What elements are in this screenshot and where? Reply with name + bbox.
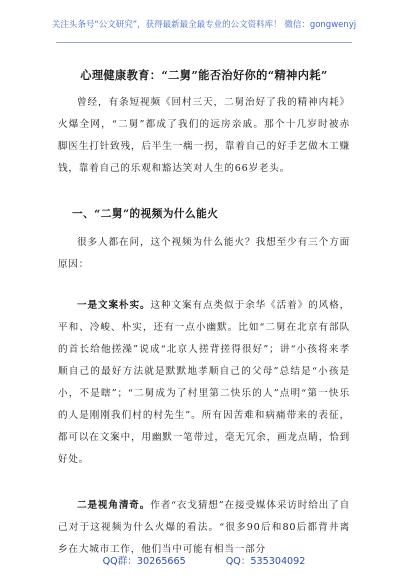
point-2-paragraph — [58, 495, 350, 561]
header-note: 关注头条号“公文研究”，获得最新最全最专业的公文资料库！ 微信：gongwenyj — [51, 20, 357, 30]
point-1-lead: 一是文案朴实。 — [77, 300, 151, 311]
reasons-intro-paragraph: 很多人都在问，这个视频为什么能火？我想至少有三个方面原因： — [58, 237, 350, 270]
footer-qq-number: QQ：535304092 — [225, 556, 306, 567]
header-divider — [56, 42, 352, 43]
section-heading: 一、“二舅”的视频为什么能火 — [72, 208, 219, 220]
document-title: 心理健康教育：“二舅”能否治好你的“精神内耗” — [80, 68, 328, 82]
point-1-text: 这种文案有点类似于余华《活着》的风格，平和、冷峻、朴实，还有一点小幽默。比如“二舅在北京有部队的首长给他搓澡”说成“北京人搓背搓得很好”；讲“小孩将来孝顺自己的最好方法就是默默地孝顺自己的父母”总结是“小孩是小，不是瞎”；“二舅成为了村里第二快乐的人”点明“第一快乐的人是刚刚我们村的村先生”。所有因苦难和病痛带来的表征，都可以在文案中，用幽默一笔带过，毫无冗余，画龙点睛，恰到好处。 — [58, 300, 350, 465]
footer — [0, 553, 408, 567]
footer-qq-group: QQ群：30265665 — [102, 556, 186, 567]
point-1-paragraph — [58, 295, 350, 471]
point-2-text: 作者“衣戈猜想”在接受媒体采访时给出了自己对于这视频为什么火爆的看法。“很多90后和80后都背井离乡在大城市工作，他们当中可能有相当一部分 — [58, 500, 350, 555]
point-2-lead: 二是视角清奇。 — [77, 500, 151, 511]
intro-paragraph: 曾经，有条短视频《回村三天，二舅治好了我的精神内耗》火爆全网，“二舅”都成了我们的远房亲戚。那个十几岁时被赤脚医生打针致残，后半生一瘸一拐，靠着自己的好手艺做木工赚钱，靠着自己的乐观和豁达笑对人生的66岁老头。 — [58, 97, 350, 174]
